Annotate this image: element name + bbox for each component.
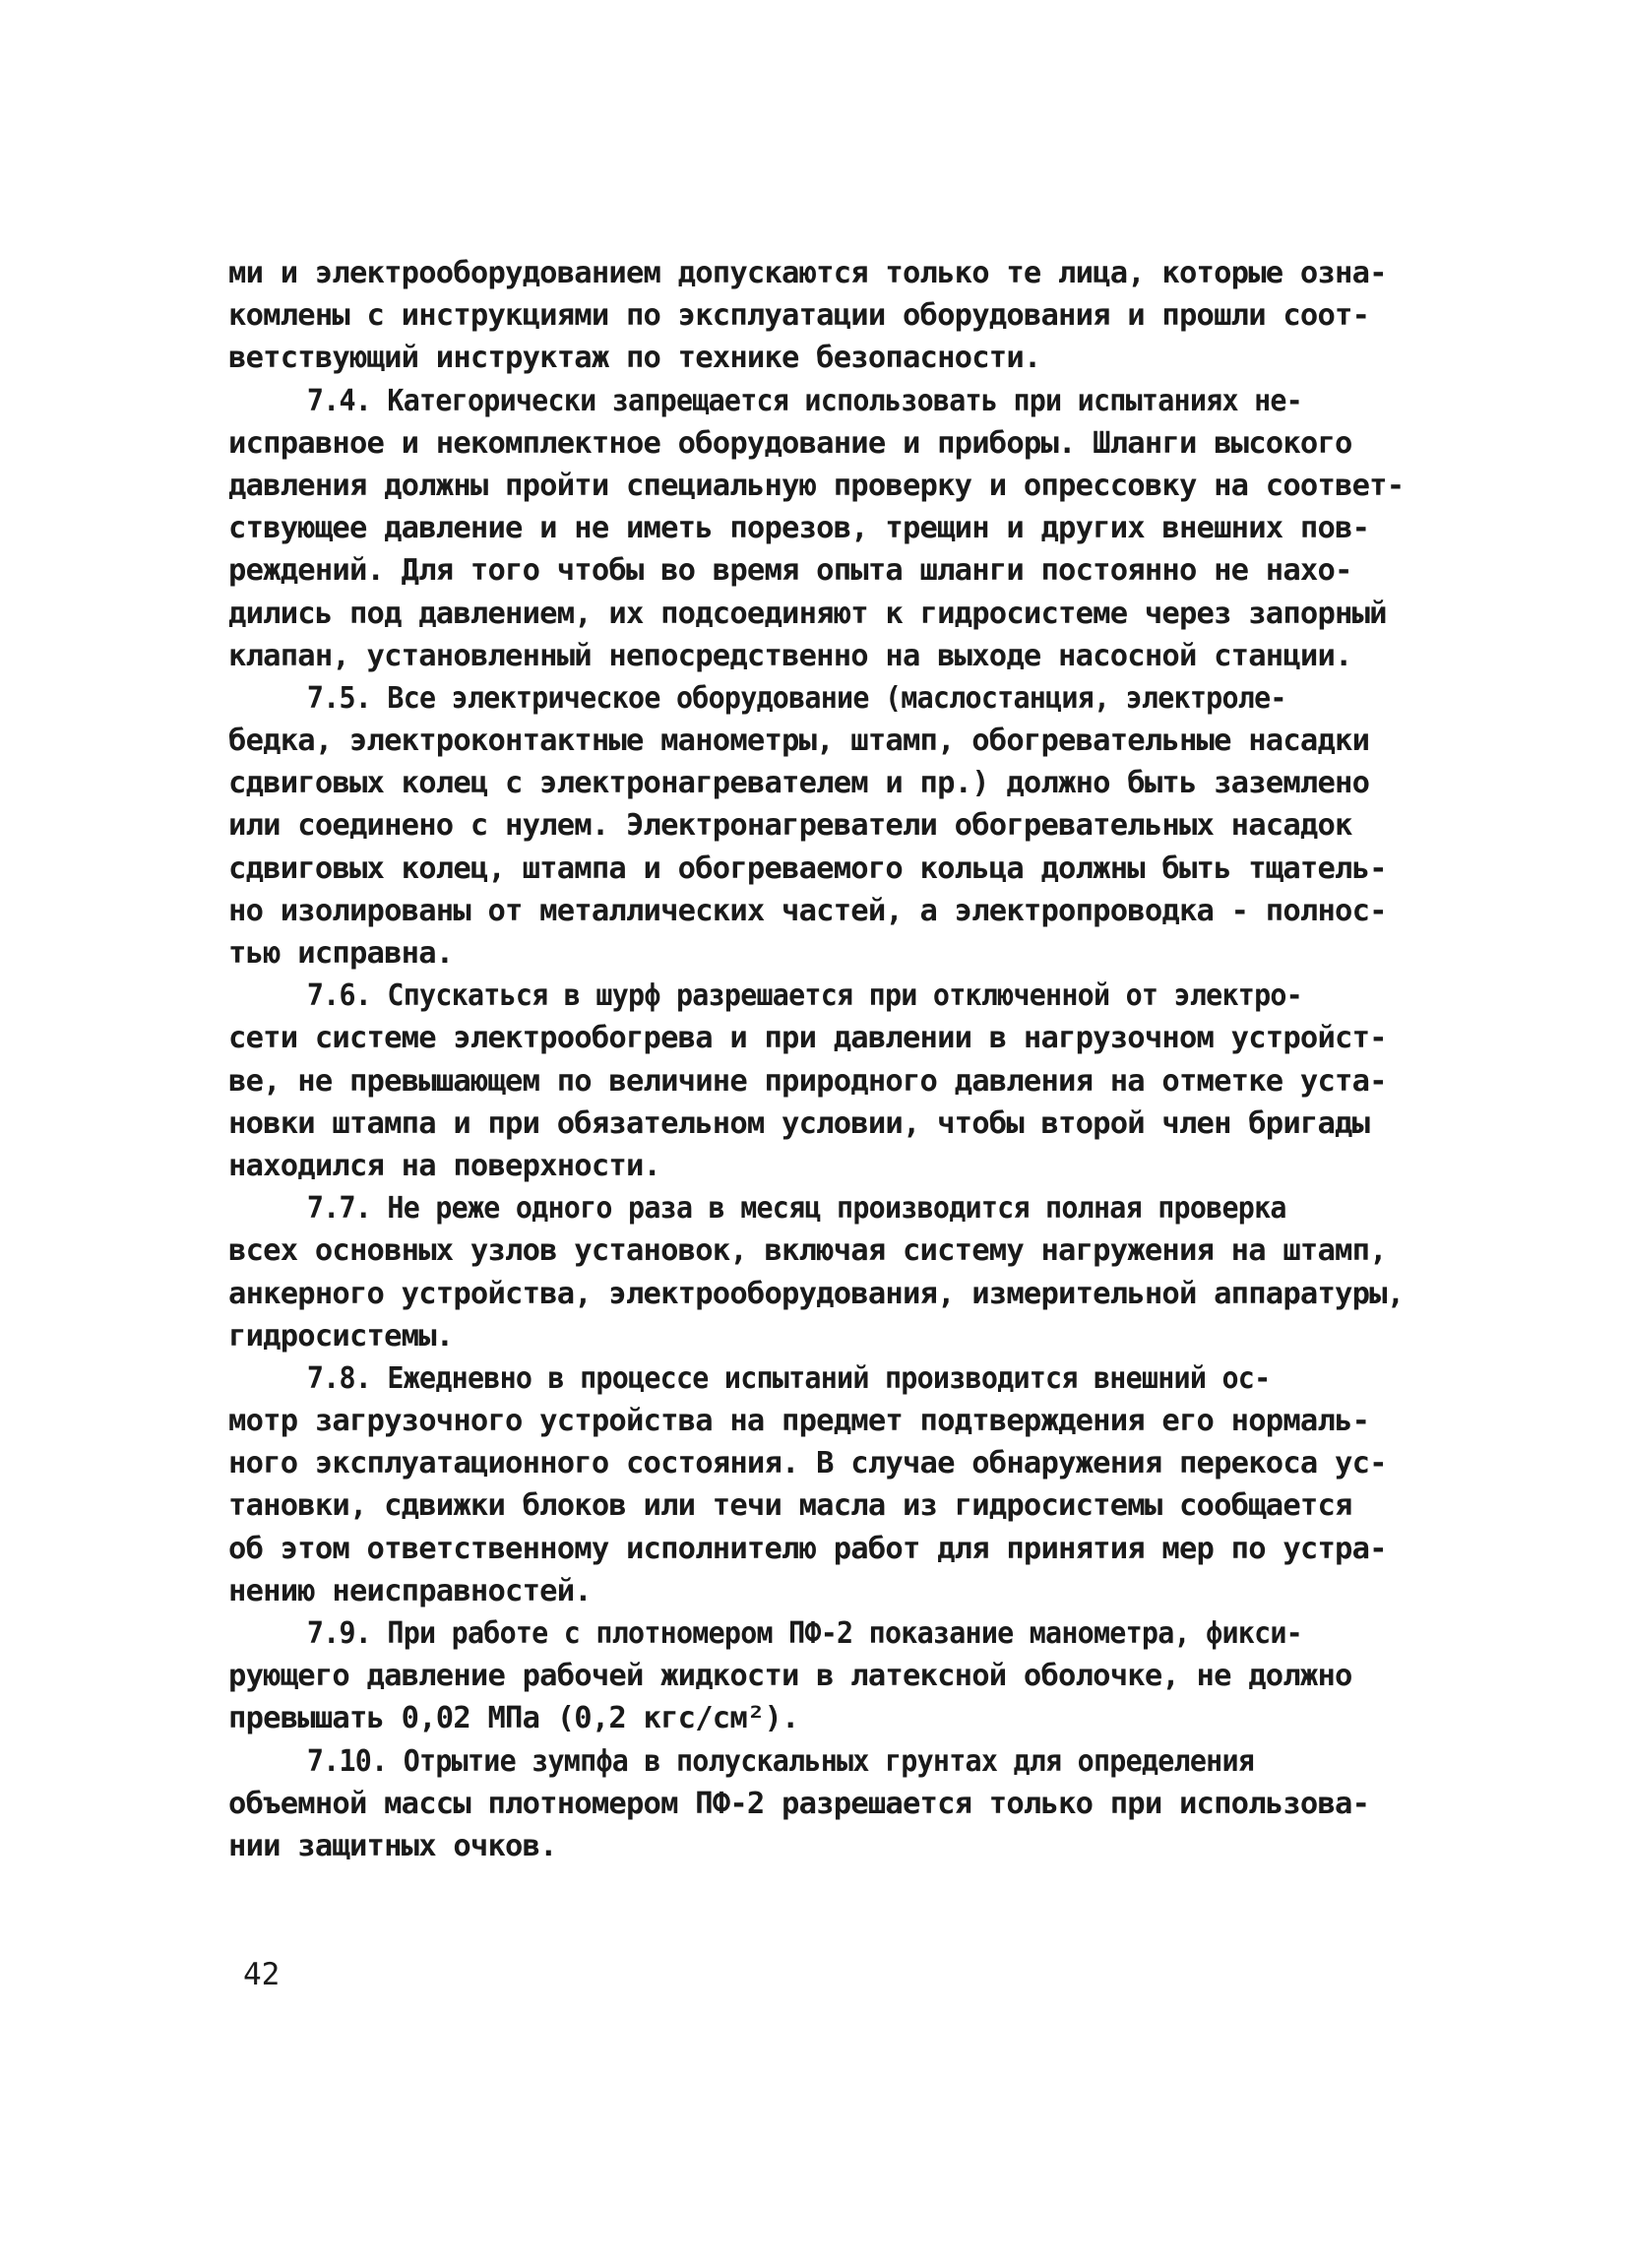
text-line: 7.6. Спускаться в шурф разрешается при отключенной от электро- [306,978,1303,1014]
text-line: анкерного устройства, электрооборудования, измерительной аппаратуры, [228,1276,1405,1311]
text-line: 7.9. При работе с плотномером ПФ-2 показание манометра, фикси- [306,1616,1303,1651]
text-line: ми и электрооборудованием допускаются только те лица, которые озна- [228,256,1387,290]
text-line: ствующее давление и не иметь порезов, трещин и других внешних пов- [228,511,1370,546]
text-line: тановки, сдвижки блоков или течи масла из гидросистемы сообщается [228,1488,1352,1524]
text-line: 7.7. Не реже одного раза в месяц производится полная проверка [306,1191,1286,1227]
text-line: рующего давление рабочей жидкости в латексной оболочке, не должно [228,1659,1352,1694]
text-line: сети системе электрообогрева и при давлении в нагрузочном устройст- [228,1021,1387,1056]
text-line: бедка, электроконтактные манометры, штамп, обогревательные насадки [228,724,1370,759]
text-line: превышать 0,02 МПа (0,2 кгс/см²). [228,1701,799,1736]
page-number: 42 [243,1957,281,1992]
text-line: нии защитных очков. [228,1828,557,1863]
text-line: ного эксплуатационного состояния. В случае обнаружения перекоса ус- [228,1446,1387,1481]
text-line: тью исправна. [228,936,454,971]
text-line: мотр загрузочного устройства на предмет подтверждения его нормаль- [228,1404,1370,1439]
text-line: гидросистемы. [228,1318,454,1354]
text-line: но изолированы от металлических частей, а электропроводка - полнос- [228,893,1387,928]
text-line: новки штампа и при обязательном условии, чтобы второй член бригады [228,1105,1370,1141]
text-line: 7.5. Все электрическое оборудование (маслостанция, электроле- [306,680,1286,716]
text-line: ве, не превышающем по величине природного давления на отметке уста- [228,1063,1387,1099]
text-line: комлены с инструкциями по эксплуатации оборудования и прошли соот- [228,298,1370,334]
text-line: дились под давлением, их подсоединяют к гидросистеме через запорный [228,596,1387,631]
text-line: всех основных узлов установок, включая систему нагружения на штамп, [228,1233,1387,1269]
text-line: реждений. Для того чтобы во время опыта шланги постоянно не нахо- [228,553,1352,589]
text-line: нению неисправностей. [228,1573,592,1608]
text-line: клапан, установленный непосредственно на выходе насосной станции. [228,638,1352,673]
text-line: 7.10. Отрытие зумпфа в полускальных грунтах для определения [306,1743,1255,1779]
text-line: 7.8. Ежедневно в процессе испытаний производится внешний ос- [306,1360,1271,1396]
text-line: объемной массы плотномером ПФ-2 разрешается только при использова- [228,1786,1370,1821]
text-line: исправное и некомплектное оборудование и приборы. Шланги высокого [228,425,1352,461]
text-line: находился на поверхности. [228,1148,661,1183]
text-line: или соединено с нулем. Электронагреватели обогревательных насадок [228,808,1352,844]
text-line: сдвиговых колец, штампа и обогреваемого кольца должны быть тщатель- [228,850,1387,886]
text-line: 7.4. Категорически запрещается использовать при испытаниях не- [306,383,1303,418]
body-text [228,252,1414,1867]
text-line: ветствующий инструктаж по технике безопасности. [228,341,1041,376]
text-line: давления должны пройти специальную проверку и опрессовку на соответ- [228,468,1405,503]
text-line: сдвиговых колец с электронагревателем и пр.) должно быть заземлено [228,766,1370,801]
text-line: об этом ответственному исполнителю работ для принятия мер по устра- [228,1531,1387,1566]
